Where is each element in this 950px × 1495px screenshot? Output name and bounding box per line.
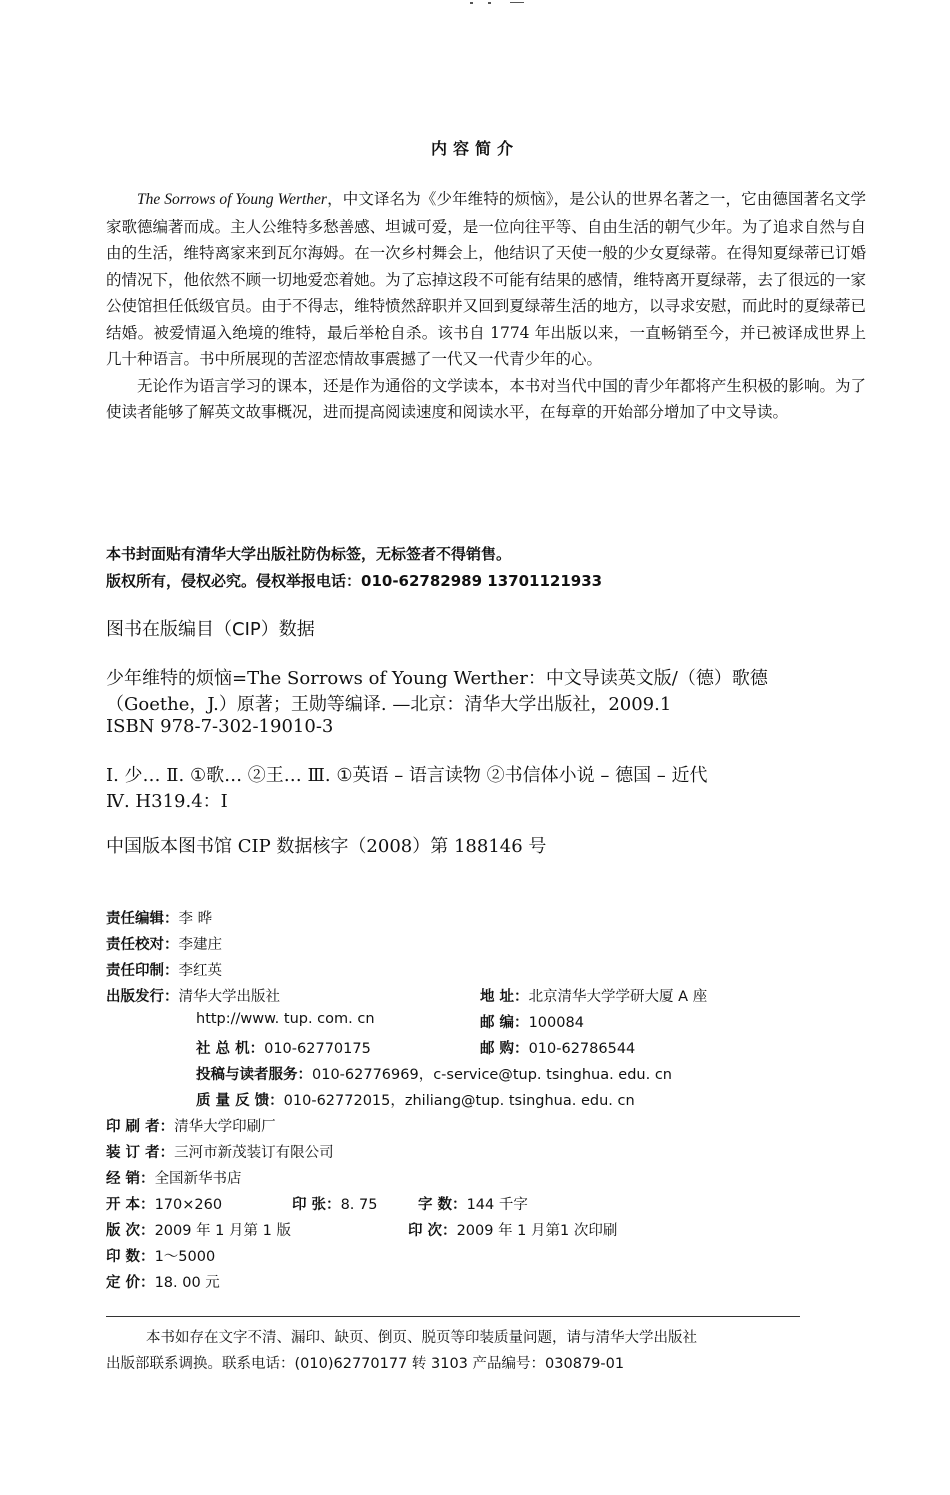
- info-price: 定 价：18. 00 元: [106, 1275, 220, 1291]
- footer-contact: 出版部联系调换。联系电话：(010)62770177 转 3103 产品编号：030879-01: [106, 1356, 625, 1372]
- info-reader-service: 投稿与读者服务：010-62776969，c-service@tup. tsinghua. edu. cn: [196, 1067, 672, 1083]
- scan-mark: [488, 2, 491, 4]
- summary-paragraph-2: 无论作为语言学习的课本，还是作为通俗的文学读本，本书对当代中国的青少年都将产生积极的影响。为了使读者能够了解英文故事概况，进而提高阅读速度和阅读水平，在每章的开始部分增加了中文导读。: [106, 376, 866, 421]
- info-binder: 装 订 者：三河市新茂装订有限公司: [106, 1145, 334, 1161]
- info-word-count: 字 数：144 千字: [418, 1197, 528, 1213]
- info-quality-feedback: 质 量 反 馈：010-62772015，zhiliang@tup. tsinghua. edu. cn: [196, 1093, 635, 1109]
- info-print-manager: 责任印制：李红英: [106, 963, 222, 979]
- info-website: http://www. tup. com. cn: [196, 1011, 375, 1027]
- scan-mark: [510, 2, 524, 3]
- summary-paragraph-1: The Sorrows of Young Werther，中文译名为《少年维特的烦恼》，是公认的世界名著之一，它由德国著名文学家歌德编著而成。主人公维特多愁善感、坦诚可爱，是一位向往平等、自由生活的朝气少年。为了追求自然与自由的生活，维特离家来到瓦尔海姆。在一次乡村舞会上，他结识了天使一般的少女夏绿蒂。在得知夏绿蒂已订婚的情况下，他依然不顾一切地爱恋着她。为了忘掉这段不可能有结果的感情，维特离开夏绿蒂，去了很远的一家公使馆担任低级官员。由于不得志，维特愤然辞职并又回到夏绿蒂生活的地方，以寻求安慰，而此时的夏绿蒂已结婚。被爱情逼入绝境的维特，最后举枪自杀。该书自 1774 年出版以来，一直畅销至今，并已被译成世界上几十种语言。书中所展现的苦涩恋情故事震撼了一代又一代青少年的心。: [106, 190, 866, 368]
- divider: [106, 1316, 800, 1317]
- summary-text: [106, 186, 866, 426]
- footer-note: 本书如存在文字不清、漏印、缺页、倒页、脱页等印装质量问题，请与清华大学出版社: [146, 1330, 697, 1346]
- info-distributor: 经 销：全国新华书店: [106, 1171, 242, 1187]
- cip-line: 少年维特的烦恼=The Sorrows of Young Werther：中文导读英文版/（德）歌德: [106, 668, 768, 689]
- info-format: 开 本：170×260: [106, 1197, 223, 1213]
- info-print-run: 印 数：1～5000: [106, 1249, 216, 1265]
- info-switchboard: 社 总 机：010-62770175: [196, 1041, 371, 1057]
- info-mailorder: 邮 购：010-62786544: [480, 1041, 636, 1057]
- english-title: The Sorrows of Young Werther: [137, 191, 327, 208]
- info-editor: 责任编辑：李 晔: [106, 911, 213, 927]
- info-printer: 印 刷 者：清华大学印刷厂: [106, 1119, 276, 1135]
- anti-counterfeit-notice: 本书封面贴有清华大学出版社防伪标签，无标签者不得销售。: [106, 545, 512, 563]
- cip-classification: Ⅰ. 少… Ⅱ. ①歌… ②王… Ⅲ. ①英语 – 语言读物 ②书信体小说 – 德国 – 近代: [106, 765, 708, 786]
- info-publisher: 出版发行：清华大学出版社: [106, 989, 280, 1005]
- cip-line: （Goethe，J.）原著；王勋等编译. —北京：清华大学出版社，2009.1: [106, 694, 672, 715]
- info-impression: 印 次：2009 年 1 月第1 次印刷: [408, 1223, 618, 1239]
- info-sheets: 印 张：8. 75: [292, 1197, 378, 1213]
- info-address: 地 址：北京清华大学学研大厦 A 座: [480, 989, 708, 1005]
- info-postcode: 邮 编：100084: [480, 1015, 584, 1031]
- info-edition: 版 次：2009 年 1 月第 1 版: [106, 1223, 291, 1239]
- info-proofreader: 责任校对：李建庄: [106, 937, 222, 953]
- cip-isbn: ISBN 978-7-302-19010-3: [106, 716, 334, 737]
- copyright-notice: 版权所有，侵权必究。侵权举报电话：010-62782989 13701121933: [106, 572, 603, 590]
- page-title: 内容简介: [430, 139, 519, 158]
- cip-record-number: 中国版本图书馆 CIP 数据核字（2008）第 188146 号: [106, 836, 547, 857]
- cip-heading: 图书在版编目（CIP）数据: [106, 619, 315, 640]
- cip-classification: Ⅳ. H319.4：I: [106, 791, 228, 812]
- scan-mark: [470, 2, 473, 4]
